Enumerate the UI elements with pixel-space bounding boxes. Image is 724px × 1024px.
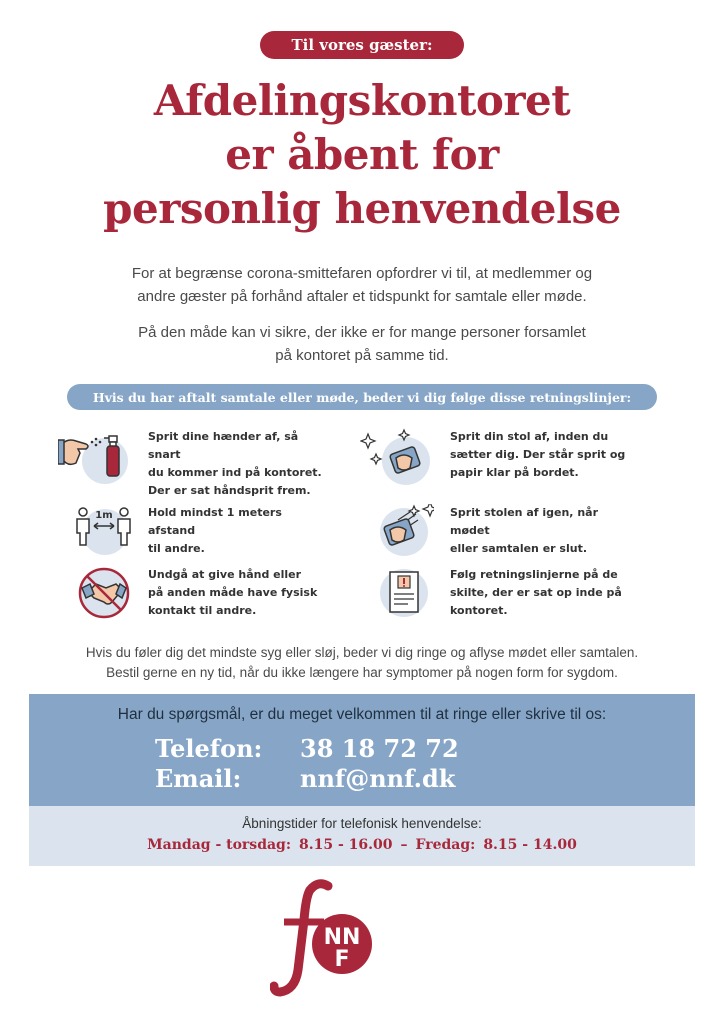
guideline-line: papir klar på bordet. xyxy=(450,466,579,479)
sign-notice-icon xyxy=(360,566,434,624)
phone-number[interactable]: 38 18 72 72 xyxy=(300,734,459,763)
guideline-line: Sprit din stol af, inden du xyxy=(450,430,609,443)
weekdays-label: Mandag - torsdag: xyxy=(147,837,292,853)
hours-separator: – xyxy=(400,837,408,853)
email-label: Email: xyxy=(155,764,242,793)
guideline-line: Der er sat håndsprit frem. xyxy=(148,484,311,497)
wipe-chair-icon xyxy=(360,428,434,486)
guideline-text xyxy=(450,566,630,620)
guideline-line: Sprit stolen af igen, når mødet xyxy=(450,506,598,537)
distance-1m-icon xyxy=(58,504,132,562)
wipe-chair-after-icon xyxy=(360,504,434,562)
guideline-line: du kommer ind på kontoret. xyxy=(148,466,322,479)
guideline-line: Sprit dine hænder af, så snart xyxy=(148,430,299,461)
opening-hours xyxy=(29,806,695,866)
guideline-wipe-chair-after xyxy=(360,504,630,562)
distance-label: 1m xyxy=(95,510,113,521)
intro-paragraph-2 xyxy=(60,321,664,367)
guideline-text xyxy=(450,504,630,558)
logo-text-bottom: F xyxy=(334,947,350,972)
title-line-3: personlig henvendelse xyxy=(103,184,621,233)
no-handshake-icon xyxy=(58,566,132,624)
phone-row xyxy=(155,734,459,763)
guideline-line: Følg retningslinjerne på de xyxy=(450,568,618,581)
guideline-line: Undgå at give hånd eller xyxy=(148,568,302,581)
guideline-follow-signs xyxy=(360,566,630,624)
guideline-line: kontakt til andre. xyxy=(148,604,257,617)
contact-question: Har du spørgsmål, er du meget velkommen til at ringe eller skrive til os: xyxy=(117,706,607,723)
guideline-line: eller samtalen er slut. xyxy=(450,542,588,555)
friday-label: Fredag: xyxy=(415,837,476,853)
hours-title: Åbningstider for telefonisk henvendelse: xyxy=(242,816,482,831)
guidelines-bar: Hvis du har aftalt samtale eller møde, beder vi dig følge disse retningslinjer: xyxy=(67,384,657,410)
intro-line: på kontoret på samme tid. xyxy=(275,347,449,364)
guideline-sanitize-hands xyxy=(58,428,328,500)
nnf-logo xyxy=(270,878,380,998)
guideline-line: til andre. xyxy=(148,542,205,555)
email-row xyxy=(155,764,455,793)
sick-note xyxy=(40,643,684,683)
guideline-text xyxy=(148,566,328,620)
guideline-text xyxy=(148,504,328,558)
weekdays-hours: 8.15 - 16.00 xyxy=(299,837,393,853)
guideline-line: kontoret. xyxy=(450,604,508,617)
sick-note-line: Bestil gerne en ny tid, når du ikke længere har symptomer på nogen form for sygdom. xyxy=(106,665,618,680)
intro-line: For at begrænse corona-smittefaren opfordrer vi til, at medlemmer og xyxy=(131,265,593,282)
email-address[interactable]: nnf@nnf.dk xyxy=(300,764,456,793)
hours-line xyxy=(29,837,695,853)
guideline-line: Hold mindst 1 meters afstand xyxy=(148,506,282,537)
guideline-text xyxy=(148,428,328,500)
guideline-distance xyxy=(58,504,328,562)
guideline-text xyxy=(450,428,630,482)
friday-hours: 8.15 - 14.00 xyxy=(483,837,577,853)
phone-label: Telefon: xyxy=(155,734,263,763)
guideline-line: sætter dig. Der står sprit og xyxy=(450,448,626,461)
title-line-1: Afdelingskontoret xyxy=(153,76,571,125)
logo-text-top: NN xyxy=(323,925,361,950)
page-title xyxy=(0,74,724,236)
guests-tag: Til vores gæster: xyxy=(260,31,464,59)
hand-sanitizer-icon xyxy=(58,428,132,486)
guideline-no-contact xyxy=(58,566,328,624)
title-line-2: er åbent for xyxy=(225,130,499,179)
contact-panel xyxy=(29,694,695,806)
guideline-line: på anden måde have fysisk xyxy=(148,586,318,599)
guideline-wipe-chair-before xyxy=(360,428,630,486)
intro-line: På den måde kan vi sikre, der ikke er for mange personer forsamlet xyxy=(138,324,586,341)
intro-paragraph-1 xyxy=(60,262,664,308)
guideline-line: skilte, der er sat op inde på xyxy=(450,586,622,599)
intro-line: andre gæster på forhånd aftaler et tidspunkt for samtale eller møde. xyxy=(137,288,587,305)
sick-note-line: Hvis du føler dig det mindste syg eller sløj, beder vi dig ringe og aflyse mødet eller samtalen. xyxy=(85,645,639,660)
